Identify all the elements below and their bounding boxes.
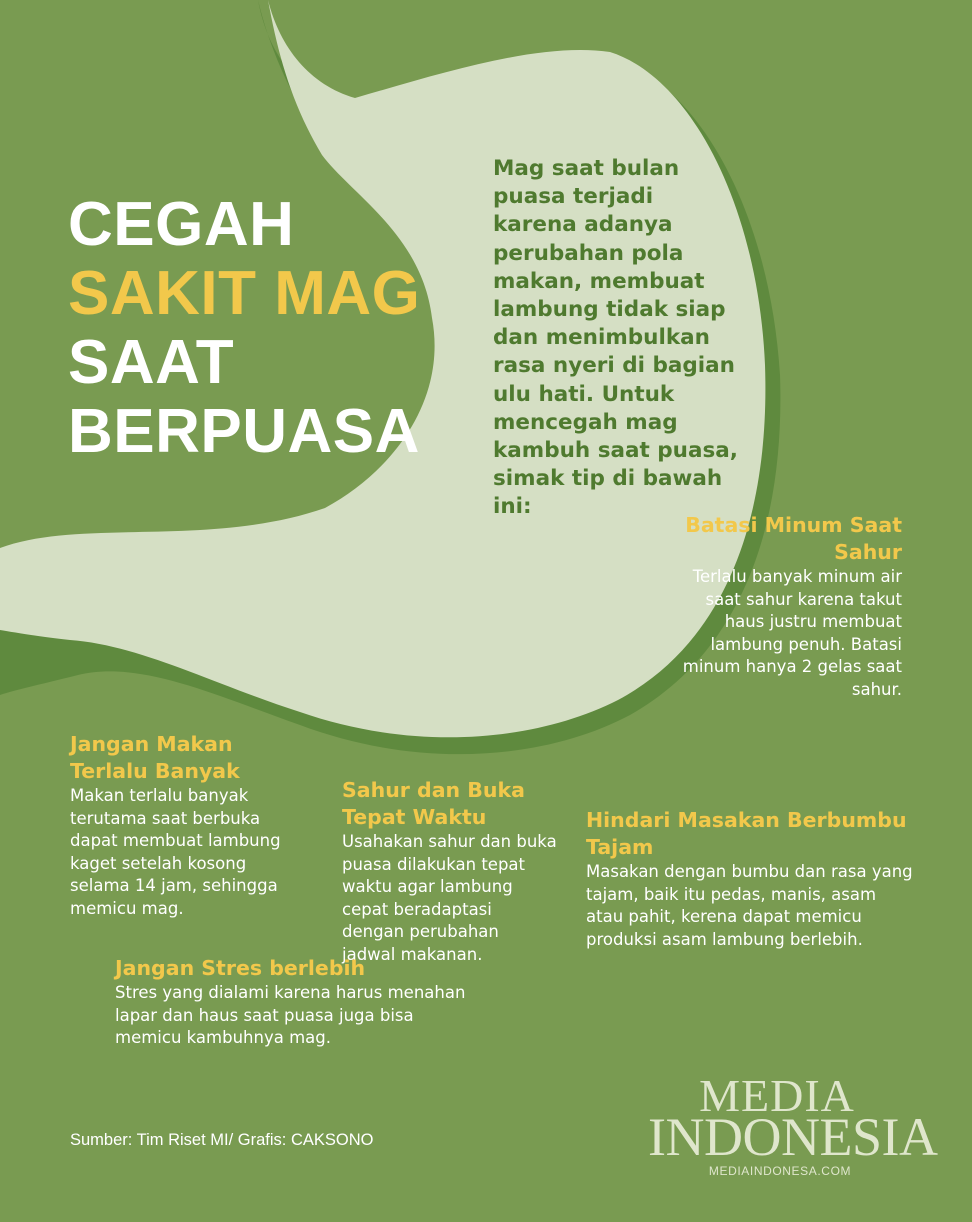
title-line-saat: SAAT xyxy=(68,328,235,397)
tip-heading: Sahur dan Buka Tepat Waktu xyxy=(342,778,525,829)
logo-url: MEDIAINDONESA.COM xyxy=(708,1164,852,1178)
page-title xyxy=(68,190,420,466)
title-line-berpuasa: BERPUASA xyxy=(68,397,420,466)
tip-heading: Hindari Masakan Berbumbu Tajam xyxy=(586,808,907,859)
tip-sahur-buka xyxy=(342,777,557,966)
title-line-cegah: CEGAH xyxy=(68,190,295,259)
tip-body: Stres yang dialami karena harus menahan lapar dan haus saat puasa juga bisa memicu kambuhnya mag. xyxy=(115,983,466,1047)
source-credit: Sumber: Tim Riset MI/ Grafis: CAKSONO xyxy=(70,1131,374,1149)
tip-body: Usahakan sahur dan buka puasa dilakukan tepat waktu agar lambung cepat beradaptasi dengan perubahan jadwal makanan. xyxy=(342,832,557,964)
tip-body: Masakan dengan bumbu dan rasa yang tajam, baik itu pedas, manis, asam atau pahit, kerena dapat memicu produksi asam lambung berlebih. xyxy=(586,862,913,949)
logo-line-indonesia: INDONESIA xyxy=(648,1107,938,1167)
tip-heading: Jangan Makan Terlalu Banyak xyxy=(70,732,240,783)
tip-jangan-makan xyxy=(70,731,310,920)
tip-body: Terlalu banyak minum air saat sahur karena takut haus justru membuat lambung penuh. Batasi minum hanya 2 gelas saat sahur. xyxy=(682,567,902,699)
tip-body: Makan terlalu banyak terutama saat berbuka dapat membuat lambung kaget setelah kosong selama 14 jam, sehingga memicu mag. xyxy=(70,786,281,918)
tip-heading: Jangan Stres berlebih xyxy=(115,956,366,980)
logo-line-media: MEDIA xyxy=(699,1070,855,1121)
media-indonesia-logo xyxy=(648,1070,938,1178)
intro-text: Mag saat bulan puasa terjadi karena adanya perubahan pola makan, membuat lambung tidak siap dan menimbulkan rasa nyeri di bagian ulu hati. Untuk mencegah mag kambuh saat puasa, simak tip di bawah ini: xyxy=(493,156,738,520)
tip-hindari-masakan xyxy=(586,807,916,951)
tip-jangan-stres xyxy=(115,955,475,1050)
tip-heading: Batasi Minum Saat Sahur xyxy=(685,513,902,564)
tip-batasi-minum xyxy=(676,512,902,701)
title-line-sakit-mag: SAKIT MAG xyxy=(68,259,421,328)
